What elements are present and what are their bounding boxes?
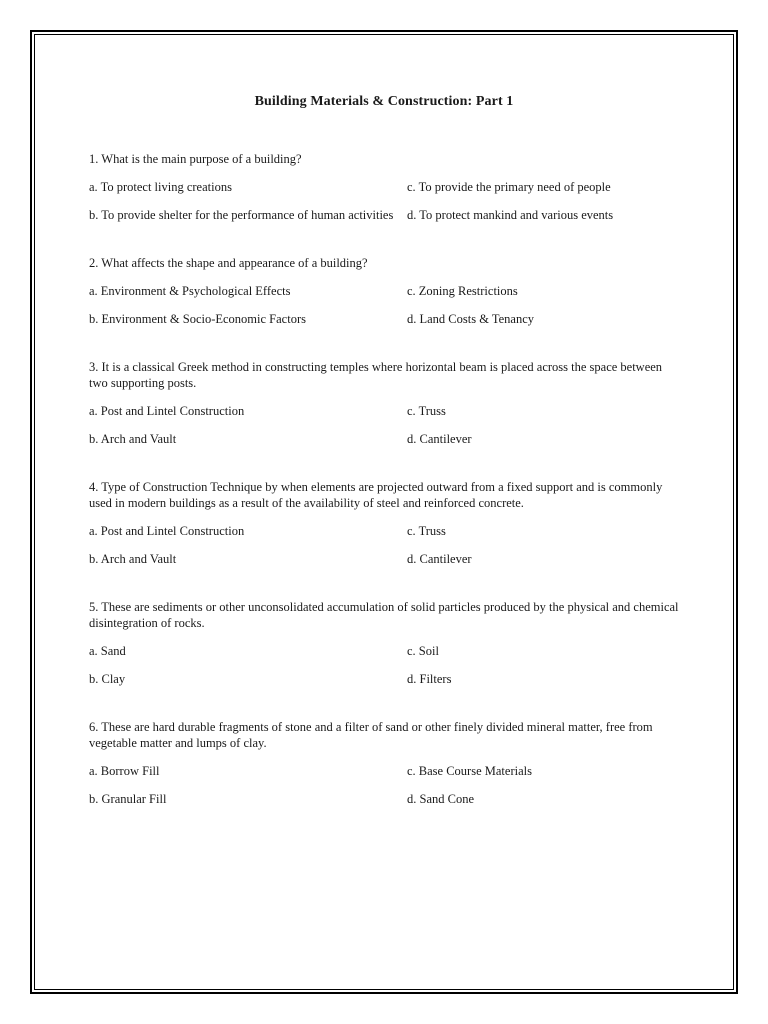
question-1 xyxy=(89,151,679,223)
option-a: a. To protect living creations xyxy=(89,180,232,194)
answer-options xyxy=(89,643,679,687)
question-text: 1. What is the main purpose of a building? xyxy=(89,152,302,166)
question-text: 5. These are sediments or other unconsolidated accumulation of solid particles produced by the physical and chemical disintegration of rocks. xyxy=(89,600,679,630)
option-c: c. Base Course Materials xyxy=(407,764,532,778)
question-text: 3. It is a classical Greek method in constructing temples where horizontal beam is placed across the space between two supporting posts. xyxy=(89,360,663,390)
question-text: 4. Type of Construction Technique by when elements are projected outward from a fixed support and is commonly used in modern buildings as a result of the availability of steel and reinforced concrete. xyxy=(89,480,663,510)
option-d: d. Cantilever xyxy=(407,432,472,446)
answer-options xyxy=(89,763,679,807)
answer-options xyxy=(89,523,679,567)
question-6 xyxy=(89,719,679,807)
option-c: c. To provide the primary need of people xyxy=(407,180,611,194)
option-b: b. Granular Fill xyxy=(89,792,167,806)
option-a: a. Post and Lintel Construction xyxy=(89,404,245,418)
option-d: d. Sand Cone xyxy=(407,792,475,806)
question-2 xyxy=(89,255,679,327)
option-b: b. Environment & Socio-Economic Factors xyxy=(89,312,306,326)
question-text: 6. These are hard durable fragments of stone and a filter of sand or other finely divided mineral matter, free from vegetable matter and lumps of clay. xyxy=(89,720,653,750)
document-page xyxy=(89,94,679,839)
option-a: a. Environment & Psychological Effects xyxy=(89,284,291,298)
option-d: d. Filters xyxy=(407,672,452,686)
option-c: c. Zoning Restrictions xyxy=(407,284,518,298)
answer-options xyxy=(89,403,679,447)
option-b: b. To provide shelter for the performance of human activities xyxy=(89,208,394,222)
option-a: a. Sand xyxy=(89,644,126,658)
question-4 xyxy=(89,479,679,567)
option-d: d. To protect mankind and various events xyxy=(407,208,614,222)
option-b: b. Arch and Vault xyxy=(89,432,177,446)
answer-options xyxy=(89,283,679,327)
option-d: d. Cantilever xyxy=(407,552,472,566)
option-b: b. Clay xyxy=(89,672,126,686)
question-3 xyxy=(89,359,679,447)
option-c: c. Soil xyxy=(407,644,439,658)
question-5 xyxy=(89,599,679,687)
answer-options xyxy=(89,179,679,223)
option-a: a. Borrow Fill xyxy=(89,764,160,778)
option-b: b. Arch and Vault xyxy=(89,552,177,566)
document-title: Building Materials & Construction: Part 1 xyxy=(254,94,514,109)
option-d: d. Land Costs & Tenancy xyxy=(407,312,535,326)
option-c: c. Truss xyxy=(407,524,446,538)
option-c: c. Truss xyxy=(407,404,446,418)
question-text: 2. What affects the shape and appearance of a building? xyxy=(89,256,368,270)
option-a: a. Post and Lintel Construction xyxy=(89,524,245,538)
